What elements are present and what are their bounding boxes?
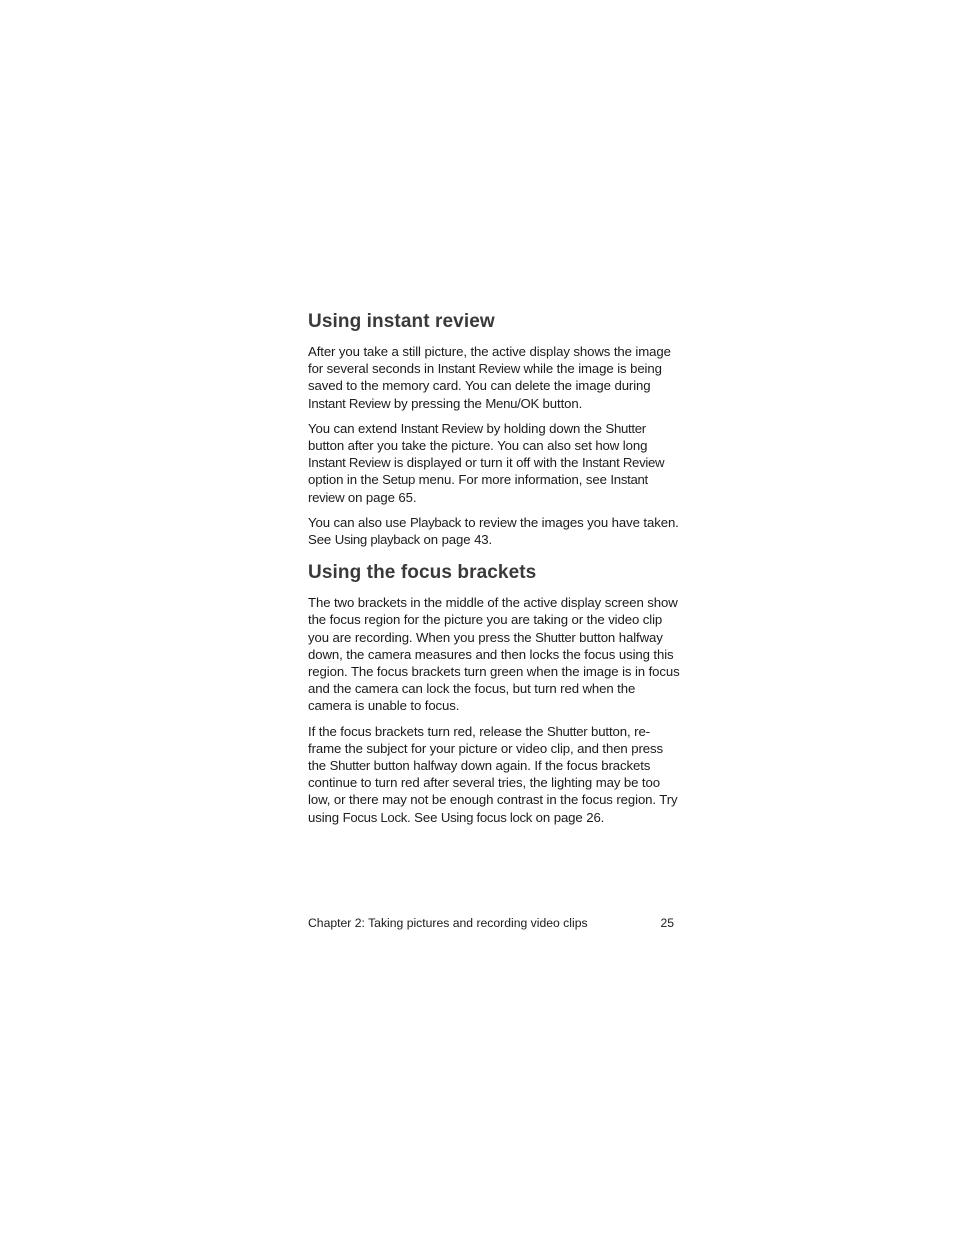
body-text: on page 26. xyxy=(532,809,605,825)
body-text: by holding down the xyxy=(482,420,606,436)
paragraph xyxy=(308,343,680,412)
body-text: button. xyxy=(538,395,583,411)
ui-term: Menu/OK xyxy=(485,395,539,411)
footer-chapter-title: Chapter 2: Taking pictures and recording video clips xyxy=(308,916,588,930)
body-text: You can extend xyxy=(308,420,401,436)
ui-term: Shutter xyxy=(535,629,576,645)
body-text: option in the xyxy=(308,472,383,488)
body-text: on page 65. xyxy=(344,489,417,505)
ui-term: Setup xyxy=(382,472,416,488)
body-text: button after you take the picture. You can also set how long xyxy=(308,438,648,454)
body-text: The two brackets in the middle of the active display screen show the focus region for the picture you are taking or the video clip you are recording. When you press the xyxy=(308,595,678,645)
body-text: on page 43. xyxy=(419,532,493,548)
ui-term: Instant Review xyxy=(308,395,391,411)
ui-term: Shutter xyxy=(546,723,588,739)
section-heading: Using instant review xyxy=(308,311,495,332)
body-text: button halfway down again. If the focus brackets continue to turn red after several tries, the lighting may be too low, or there may not be enough contrast in the focus region. Try using xyxy=(308,758,678,825)
ui-term: Shutter xyxy=(605,420,646,436)
body-text: button, re-frame the subject for your picture or video clip, and then press the xyxy=(308,723,663,774)
ui-term: Instant Review xyxy=(437,361,520,377)
ui-term: Instant Review xyxy=(400,420,483,436)
cross-reference: Instant review xyxy=(308,472,648,505)
cross-reference: Using focus lock xyxy=(440,809,533,825)
body-text: If the focus brackets turn red, release the xyxy=(308,723,547,739)
body-text: button halfway down, the camera measures and then locks the focus using this region. The focus brackets turn green when the image is in focus and the camera can lock the focus, but turn red when the camera is unable to focus. xyxy=(308,629,680,714)
paragraph xyxy=(308,723,680,826)
body-text: to review the images you have taken. See xyxy=(308,514,679,548)
ui-term: Focus Lock xyxy=(342,809,408,825)
ui-term: Instant Review xyxy=(308,455,391,471)
ui-term: Playback xyxy=(409,514,462,530)
body-text: menu. For more information, see xyxy=(415,472,611,488)
page-number: 25 xyxy=(660,916,674,930)
body-text: by pressing the xyxy=(390,395,486,411)
body-text: After you take a still picture, the active display shows the image for several seconds in xyxy=(308,344,671,377)
section-using-the-focus-brackets xyxy=(308,560,680,826)
body-text: while the image is being saved to the memory card. You can delete the image during xyxy=(308,361,662,394)
paragraph xyxy=(308,514,680,548)
ui-term: Shutter xyxy=(329,758,371,774)
cross-reference: Using playback xyxy=(334,532,420,548)
paragraph xyxy=(308,420,680,506)
page-body xyxy=(308,309,680,834)
body-text: is displayed or turn it off with the xyxy=(390,455,582,471)
section-using-instant-review xyxy=(308,309,680,548)
ui-term: Instant Review xyxy=(581,455,665,471)
body-text: . See xyxy=(407,809,441,825)
body-text: You can also use xyxy=(308,514,410,530)
paragraph xyxy=(308,594,680,714)
section-heading: Using the focus brackets xyxy=(308,562,537,584)
